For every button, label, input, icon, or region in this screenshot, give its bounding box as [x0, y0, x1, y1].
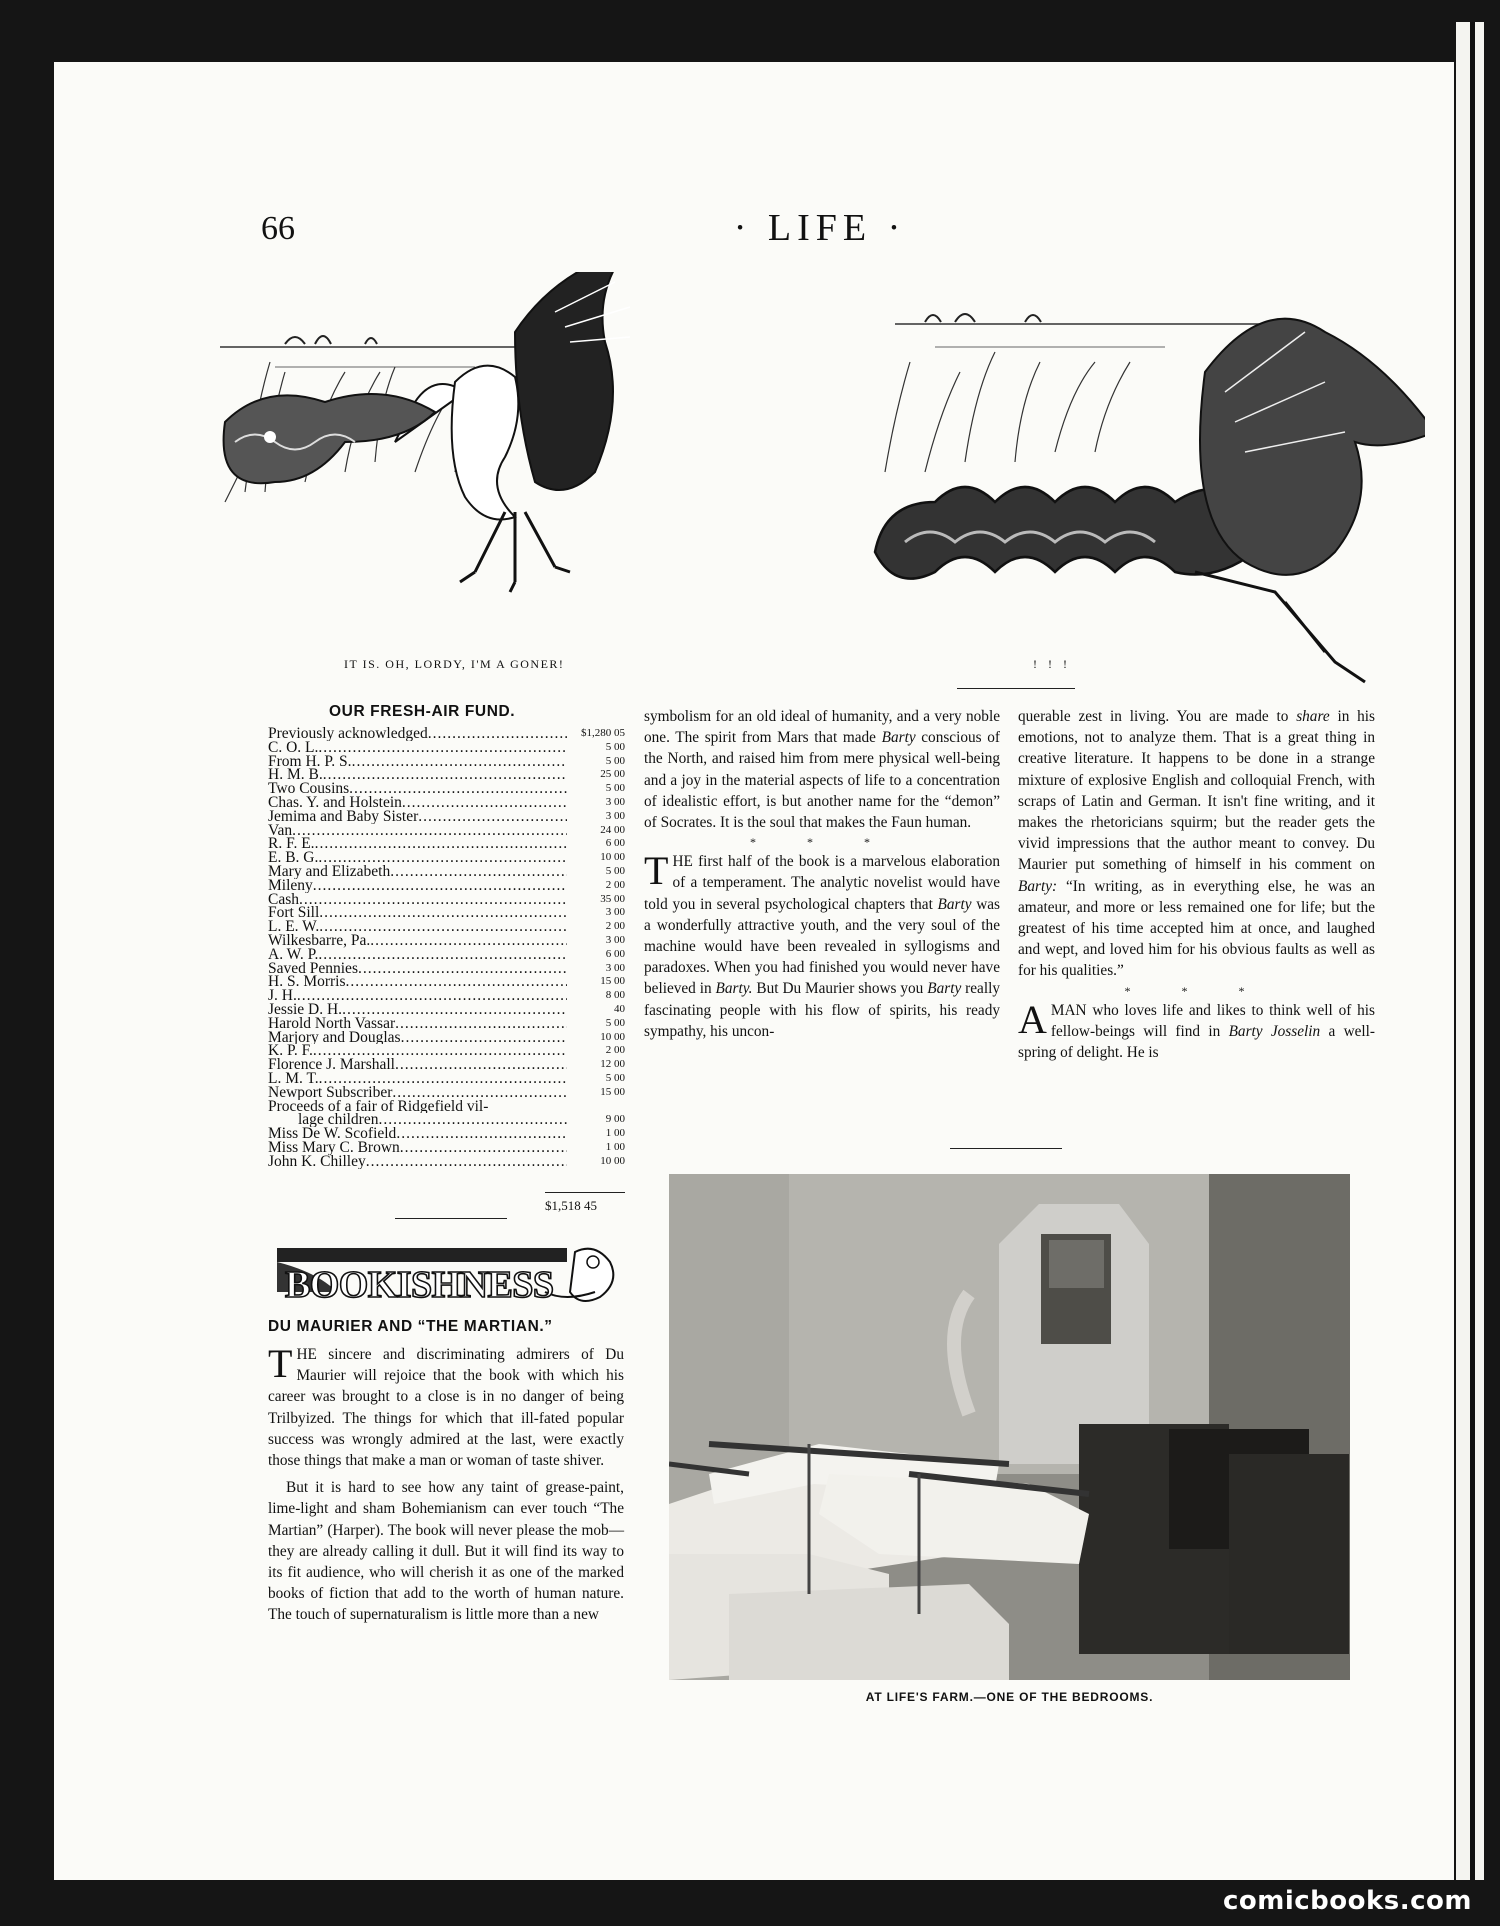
- fund-name: Fort Sill: [268, 906, 320, 921]
- fund-name: Mary and Elizabeth: [268, 864, 391, 879]
- text-run: But Du Maurier shows you: [752, 980, 928, 998]
- drop-cap: A: [1018, 996, 1047, 1042]
- fund-row: [268, 920, 625, 934]
- fund-amount: 24 00: [600, 823, 625, 836]
- section-stars: * * *: [1124, 983, 1269, 998]
- fund-name: K. P. F.: [268, 1044, 313, 1059]
- page-binding-line: [1470, 22, 1475, 1880]
- bookishness-banner-art: [275, 1242, 620, 1312]
- fund-name: lage children: [298, 1113, 379, 1128]
- fund-row: [268, 989, 625, 1003]
- fund-row: [268, 879, 625, 893]
- fund-name: Wilkesbarre, Pa.: [268, 933, 371, 948]
- emphasis-text: Barty.: [715, 980, 753, 998]
- fund-name: H. S. Morris: [268, 975, 346, 990]
- article-column-3: [1018, 706, 1375, 1063]
- fund-amount: 25 00: [600, 768, 625, 781]
- text-run: querable zest in living. You are made to: [1018, 708, 1297, 725]
- fund-row: [268, 851, 625, 865]
- site-watermark: comicbooks.com: [1222, 1886, 1472, 1916]
- fund-row: [268, 865, 625, 879]
- fund-name: Jemima and Baby Sister: [268, 809, 419, 824]
- fund-row: [268, 1086, 625, 1100]
- fund-row: [268, 975, 625, 989]
- fund-total: $1,518 45: [545, 1198, 597, 1213]
- fund-row: [268, 906, 625, 920]
- fund-name: Proceeds of a fair of Ridgefield vil-: [268, 1099, 489, 1114]
- text-run: a well-spring of delight. He is: [1018, 1022, 1375, 1062]
- fund-name: Two Cousins: [268, 782, 350, 796]
- fund-name: John K. Chilley: [268, 1154, 366, 1169]
- fund-amount: 10 00: [600, 1030, 625, 1043]
- fund-name: Newport Subscriber: [268, 1085, 393, 1100]
- fund-row: [268, 741, 625, 755]
- article-paragraph: [644, 706, 1000, 833]
- article-heading: DU MAURIER AND “THE MARTIAN.”: [268, 1318, 553, 1335]
- fund-amount: 2 00: [605, 920, 625, 933]
- fund-row: [268, 948, 625, 962]
- fund-amount: 5 00: [605, 1016, 625, 1029]
- fund-name: Jessie D. H.: [268, 1002, 343, 1017]
- fund-amount: 3 00: [605, 961, 625, 974]
- emphasis-text: Barty: [937, 895, 972, 913]
- fund-name: Van: [268, 823, 293, 838]
- page-number: 66: [261, 210, 295, 247]
- fund-amount: 3 00: [605, 906, 625, 919]
- emphasis-text: share: [1296, 708, 1330, 725]
- fund-name: Marjory and Douglas: [268, 1030, 401, 1045]
- bookishness-banner: [275, 1242, 620, 1312]
- fund-amount: 1 00: [605, 1140, 625, 1153]
- article-column-1: [268, 1341, 624, 1626]
- fund-list: [268, 727, 625, 1169]
- fund-amount: 5 00: [605, 782, 625, 795]
- column-end-rule: [950, 1148, 1062, 1149]
- right-cartoon-caption: ! ! !: [1033, 657, 1071, 671]
- fund-row: [268, 837, 625, 851]
- fund-amount: 6 00: [605, 947, 625, 960]
- masthead-title: · LIFE ·: [733, 207, 907, 249]
- fund-amount: 5 00: [605, 864, 625, 877]
- bedroom-photo-image: [669, 1174, 1350, 1680]
- fund-row: [268, 727, 625, 741]
- left-cartoon-caption: IT IS. OH, LORDY, I'M A GONER!: [344, 657, 565, 671]
- fund-name: Harold North Vassar: [268, 1016, 396, 1031]
- fund-amount: 10 00: [600, 851, 625, 864]
- stork-snake-illustration: [215, 272, 755, 642]
- text-run: in his emotions, not to analyze them. That is a great thing in creative literature. It happens to be done in a strange mixture of explosive English and colloquial French, with scraps of Latin and German. It isn't fine writing, and it makes the rhetoricians squirm; but the reader gets the vivid impressions that the author meant to convey. Du Maurier put something of himself in his comment on: [1018, 708, 1375, 874]
- fund-amount: 5 00: [605, 740, 625, 753]
- text-run: HE first half of the book is a marvelous elaboration of a temperament. The analytic novelist would have told you in several psychological chapters that: [644, 853, 1000, 913]
- fund-row: [268, 1155, 625, 1169]
- fund-name: L. E. W.: [268, 920, 320, 934]
- fund-amount: 5 00: [605, 1071, 625, 1084]
- article-paragraph: [1018, 706, 1375, 982]
- fund-name: Florence J. Marshall: [268, 1058, 395, 1072]
- fund-amount: 15 00: [600, 1085, 625, 1098]
- fund-row: [268, 768, 625, 782]
- text-run: MAN who loves life and likes to think well of his fellow-beings will find in: [1050, 1001, 1375, 1040]
- fund-row: [268, 824, 625, 838]
- fund-amount: 3 00: [605, 809, 625, 822]
- fund-name: Chas. Y. and Holstein: [268, 795, 402, 810]
- fund-row: [268, 962, 625, 976]
- fund-row: [268, 1100, 625, 1114]
- caption-rule: [957, 688, 1075, 689]
- section-rule: [395, 1218, 507, 1219]
- text-run: symbolism for an old ideal of humanity, and a very noble one. The spirit from Mars that made: [644, 708, 1000, 747]
- fund-amount: 35 00: [600, 892, 625, 905]
- fund-name: H. M. B.: [268, 768, 323, 783]
- fund-row: [268, 755, 625, 769]
- fund-row: [268, 1072, 625, 1086]
- banner-text: BOOKISHNESS: [285, 1264, 555, 1306]
- fund-name: J. H.: [268, 989, 297, 1003]
- snake-stork-illustration: [865, 272, 1425, 702]
- fund-amount: 10 00: [600, 1154, 625, 1167]
- bedroom-photo: [669, 1174, 1350, 1680]
- fund-name: A. W. P.: [268, 947, 319, 962]
- fund-name: E. B. G.: [268, 851, 319, 865]
- drop-cap: T: [644, 848, 669, 894]
- fund-name: Miss Mary C. Brown: [268, 1140, 400, 1155]
- emphasis-text: Barty: [927, 980, 962, 998]
- emphasis-text: Barty: [881, 729, 916, 747]
- article-column-2: [644, 706, 1000, 1042]
- fund-amount: 3 00: [605, 933, 625, 946]
- fund-name: Cash: [268, 892, 299, 907]
- fund-amount: 40: [614, 1002, 625, 1015]
- fund-amount: 3 00: [605, 795, 625, 808]
- emphasis-text: Barty:: [1018, 877, 1058, 895]
- text-run: really fascinating people with his flow of spirits, his ready sympathy, his uncon-: [644, 980, 1000, 1040]
- article-paragraph: But it is hard to see how any taint of grease-paint, lime-light and sham Bohemianism can ever touch “The Martian” (Harper). The book will never please the mob—they are already calling it dull. But it will find its way to its fit audience, who will cherish it as one of the marked books of fiction that add to the worth of human nature. The touch of supernaturalism is little more than a new: [268, 1479, 624, 1624]
- fund-row: [268, 934, 625, 948]
- article-paragraph: [268, 1341, 624, 1471]
- fund-amount: $1,280 05: [581, 727, 625, 739]
- fund-amount: 12 00: [600, 1058, 625, 1071]
- fund-name: Previously acknowledged: [268, 727, 428, 741]
- text-run: “In writing, as in everything else, he was an amateur, and more or less remained one for life; but the greatest of his time accepted him at once, and laughed and wept, and loved him for his obvious faults as well as for his qualities.”: [1018, 877, 1375, 980]
- fund-row: [268, 810, 625, 824]
- fund-row: [268, 1113, 625, 1127]
- cartoon-stork-snake: [215, 272, 755, 642]
- fund-amount: 9 00: [605, 1113, 625, 1126]
- fund-amount: 5 00: [605, 754, 625, 767]
- section-stars: * * *: [750, 835, 894, 850]
- fund-row: [268, 1141, 625, 1155]
- fund-amount: 6 00: [605, 837, 625, 850]
- paragraph-text: HE sincere and discriminating admirers of Du Maurier will rejoice that the book with which his career was brought to a close is in no danger of being Trilbyized. The things for which that ill-fated popular success was wrongly admired at the last, were exactly those things that make a man or woman of taste shiver.: [268, 1346, 624, 1470]
- fund-row: [268, 1017, 625, 1031]
- total-rule: [545, 1192, 625, 1193]
- fund-row: [268, 1058, 625, 1072]
- fund-row: [268, 1031, 625, 1045]
- fund-amount: 8 00: [605, 989, 625, 1002]
- fund-amount: 15 00: [600, 975, 625, 988]
- fund-name: R. F. E.: [268, 837, 315, 852]
- article-paragraph: [1018, 996, 1375, 1064]
- fund-row: [268, 1003, 625, 1017]
- photo-caption: AT LIFE'S FARM.—ONE OF THE BEDROOMS.: [865, 1690, 1154, 1704]
- drop-cap: T: [268, 1341, 293, 1386]
- fund-row: [268, 796, 625, 810]
- fund-row: [268, 1127, 625, 1141]
- text-run: was a wonderfully attractive youth, and the very soul of the machine would have been revealed in syllogisms and paradoxes. When you had finished you would never have believed in: [644, 895, 1000, 998]
- fund-name: L. M. T.: [268, 1071, 319, 1086]
- fund-amount: 2 00: [605, 1044, 625, 1057]
- article-paragraph: [644, 848, 1000, 1042]
- cartoon-snake-stork: [865, 272, 1425, 702]
- fund-title: OUR FRESH-AIR FUND.: [329, 703, 516, 720]
- fund-name: Miss De W. Scofield: [268, 1127, 397, 1141]
- emphasis-text: Barty Josselin: [1228, 1022, 1321, 1040]
- fund-name: From H. P. S.: [268, 754, 352, 769]
- text-run: conscious of the North, and raised him from mere physical well-being and a joy in the material aspects of life to a concentration of idealistic effort, is but another name for the “demon” of Socrates. It is the soul that makes the Faun human.: [644, 729, 1000, 832]
- fund-name: Mileny: [268, 878, 313, 893]
- fund-row: [268, 1044, 625, 1058]
- fund-amount: 2 00: [605, 878, 625, 891]
- fund-row: [268, 893, 625, 907]
- fund-name: C. O. L.: [268, 740, 319, 755]
- fund-row: [268, 782, 625, 796]
- fund-amount: 1 00: [605, 1127, 625, 1140]
- fund-name: Saved Pennies: [268, 961, 358, 976]
